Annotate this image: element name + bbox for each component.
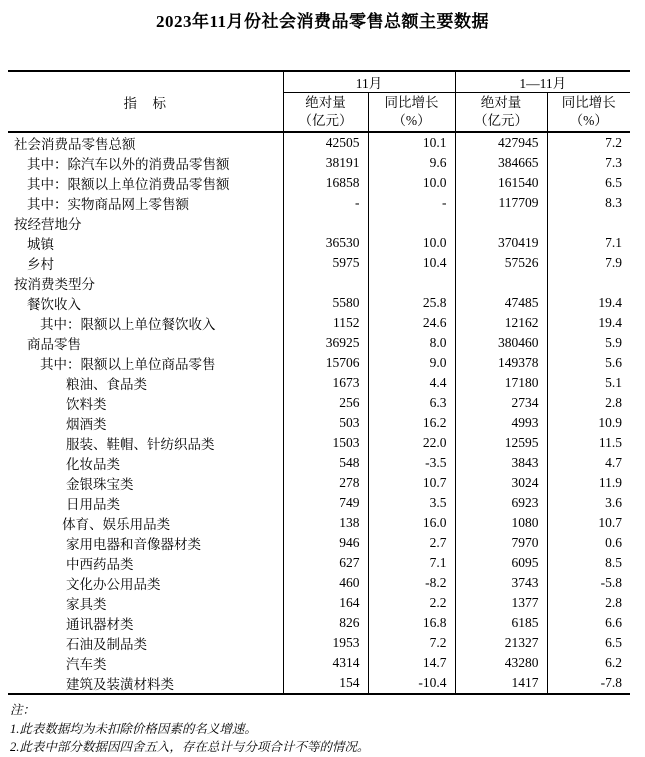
row-label: 餐饮收入 (27, 297, 81, 312)
row-label: 化妆品类 (66, 457, 120, 472)
column-header-unit: （%） (569, 113, 608, 128)
column-header-line: 绝对量 (305, 95, 346, 110)
value-cell: 25.8 (368, 293, 455, 313)
value-cell: 7.3 (547, 153, 630, 173)
page-title: 2023年11月份社会消费品零售总额主要数据 (155, 12, 490, 31)
table-row (8, 613, 630, 633)
table-row (8, 333, 630, 353)
table-row (8, 173, 630, 193)
value-cell: 57526 (455, 253, 547, 273)
value-cell: 2734 (455, 393, 547, 413)
value-cell: 7.1 (368, 553, 455, 573)
value-cell: 427945 (455, 132, 547, 153)
column-header-unit: （亿元） (474, 113, 528, 128)
value-cell: 16.0 (368, 513, 455, 533)
value-cell: 749 (283, 493, 368, 513)
value-cell: 8.3 (547, 193, 630, 213)
table-row (8, 553, 630, 573)
value-cell (455, 213, 547, 233)
value-cell: 10.1 (368, 132, 455, 153)
value-cell: 2.8 (547, 393, 630, 413)
value-cell: 38191 (283, 153, 368, 173)
header-group-row (8, 71, 630, 93)
value-cell: 6.3 (368, 393, 455, 413)
value-cell: 2.8 (547, 593, 630, 613)
value-cell: 826 (283, 613, 368, 633)
value-cell: 1503 (283, 433, 368, 453)
value-cell: 47485 (455, 293, 547, 313)
value-cell: 1673 (283, 373, 368, 393)
value-cell: 370419 (455, 233, 547, 253)
value-cell: 9.6 (368, 153, 455, 173)
value-cell: 22.0 (368, 433, 455, 453)
table-row (8, 593, 630, 613)
value-cell: 117709 (455, 193, 547, 213)
value-cell: 36925 (283, 333, 368, 353)
column-group-jan-to-nov: 1—11月 (455, 71, 630, 93)
row-label: 家具类 (66, 597, 107, 612)
table-row (8, 373, 630, 393)
table-row (8, 533, 630, 553)
value-cell: 4.7 (547, 453, 630, 473)
row-label: 文化办公用品类 (66, 577, 161, 592)
value-cell: 7.1 (547, 233, 630, 253)
value-cell: 1152 (283, 313, 368, 333)
value-cell: 548 (283, 453, 368, 473)
table-row (8, 193, 630, 213)
value-cell: 6.5 (547, 633, 630, 653)
value-cell: 5580 (283, 293, 368, 313)
value-cell: 12162 (455, 313, 547, 333)
column-header-growth-nov (368, 93, 455, 133)
row-label: 家用电器和音像器材类 (66, 537, 201, 552)
column-header-growth-jan-nov (547, 93, 630, 133)
column-header-unit: （%） (392, 113, 431, 128)
value-cell: 4314 (283, 653, 368, 673)
value-cell: 6095 (455, 553, 547, 573)
data-table (8, 70, 630, 695)
table-row (8, 253, 630, 273)
value-cell: 15706 (283, 353, 368, 373)
value-cell: 10.0 (368, 233, 455, 253)
value-cell: 4.4 (368, 373, 455, 393)
value-cell: 42505 (283, 132, 368, 153)
value-cell: 256 (283, 393, 368, 413)
value-cell: 164 (283, 593, 368, 613)
value-cell (455, 273, 547, 293)
value-cell: - (368, 193, 455, 213)
row-label: 烟酒类 (66, 417, 107, 432)
value-cell: 3743 (455, 573, 547, 593)
value-cell: 1377 (455, 593, 547, 613)
value-cell: 154 (283, 673, 368, 694)
table-row (8, 213, 630, 233)
column-group-november: 11月 (283, 71, 455, 93)
value-cell: 149378 (455, 353, 547, 373)
value-cell: 3.6 (547, 493, 630, 513)
row-label: 其中：限额以上单位消费品零售额 (27, 177, 230, 192)
row-label: 其中：限额以上单位餐饮收入 (40, 317, 216, 332)
value-cell (283, 273, 368, 293)
value-cell: 6923 (455, 493, 547, 513)
row-label: 汽车类 (66, 657, 107, 672)
row-label: 日用品类 (66, 497, 120, 512)
table-row (8, 132, 630, 153)
value-cell: 7970 (455, 533, 547, 553)
row-label: 商品零售 (27, 337, 81, 352)
table-row (8, 633, 630, 653)
note-line-1: 1.此表数据均为未扣除价格因素的名义增速。 (10, 721, 257, 736)
value-cell: 8.5 (547, 553, 630, 573)
value-cell: 10.0 (368, 173, 455, 193)
value-cell: 14.7 (368, 653, 455, 673)
value-cell: 946 (283, 533, 368, 553)
value-cell: 6185 (455, 613, 547, 633)
value-cell: 384665 (455, 153, 547, 173)
value-cell: 11.9 (547, 473, 630, 493)
value-cell: 6.2 (547, 653, 630, 673)
table-row (8, 273, 630, 293)
value-cell: -10.4 (368, 673, 455, 694)
row-label: 粮油、食品类 (66, 377, 147, 392)
value-cell (283, 213, 368, 233)
value-cell: 12595 (455, 433, 547, 453)
value-cell: -7.8 (547, 673, 630, 694)
value-cell: 16858 (283, 173, 368, 193)
value-cell: 9.0 (368, 353, 455, 373)
row-label: 饮料类 (66, 397, 107, 412)
value-cell: 36530 (283, 233, 368, 253)
row-label: 按消费类型分 (14, 277, 95, 292)
table-row (8, 433, 630, 453)
column-header-absolute-nov (283, 93, 368, 133)
row-label: 建筑及装潢材料类 (66, 677, 174, 692)
column-header-unit: （亿元） (298, 113, 353, 128)
value-cell (368, 213, 455, 233)
value-cell: 19.4 (547, 313, 630, 333)
value-cell (547, 213, 630, 233)
row-label: 通讯器材类 (66, 617, 134, 632)
value-cell: 2.7 (368, 533, 455, 553)
table-row (8, 393, 630, 413)
table-row (8, 653, 630, 673)
value-cell: - (283, 193, 368, 213)
value-cell: 24.6 (368, 313, 455, 333)
value-cell: 6.6 (547, 613, 630, 633)
value-cell: -8.2 (368, 573, 455, 593)
value-cell: 5.1 (547, 373, 630, 393)
row-label: 中西药品类 (66, 557, 134, 572)
table-row (8, 493, 630, 513)
value-cell: 10.7 (547, 513, 630, 533)
column-header-absolute-jan-nov (455, 93, 547, 133)
table-row (8, 513, 630, 533)
table-row (8, 573, 630, 593)
value-cell: 627 (283, 553, 368, 573)
value-cell: 7.9 (547, 253, 630, 273)
value-cell: 5.6 (547, 353, 630, 373)
value-cell: 5975 (283, 253, 368, 273)
value-cell: 10.4 (368, 253, 455, 273)
column-header-line: 绝对量 (480, 95, 522, 110)
row-label: 体育、娱乐用品类 (62, 517, 171, 532)
row-label: 金银珠宝类 (66, 477, 134, 492)
notes-heading: 注： (10, 703, 36, 717)
value-cell: 11.5 (547, 433, 630, 453)
row-label: 服装、鞋帽、针纺织品类 (66, 437, 215, 452)
corner-header-indicator: 指 标 (8, 71, 283, 132)
value-cell: 17180 (455, 373, 547, 393)
value-cell: 278 (283, 473, 368, 493)
value-cell: 2.2 (368, 593, 455, 613)
row-label: 其中：除汽车以外的消费品零售额 (27, 157, 230, 172)
value-cell: 1417 (455, 673, 547, 694)
value-cell: 19.4 (547, 293, 630, 313)
table-header (8, 71, 630, 132)
value-cell: 3.5 (368, 493, 455, 513)
table-row (8, 413, 630, 433)
row-label: 社会消费品零售总额 (14, 137, 136, 152)
value-cell (368, 273, 455, 293)
table-row (8, 353, 630, 373)
table-row (8, 673, 630, 694)
row-label: 其中：实物商品网上零售额 (27, 197, 189, 212)
column-header-line: 同比增长 (561, 95, 616, 110)
table-body (8, 132, 630, 694)
value-cell: 0.6 (547, 533, 630, 553)
value-cell: 6.5 (547, 173, 630, 193)
table-row (8, 153, 630, 173)
value-cell: 5.9 (547, 333, 630, 353)
value-cell: 16.2 (368, 413, 455, 433)
value-cell: -3.5 (368, 453, 455, 473)
value-cell: 3843 (455, 453, 547, 473)
value-cell: 10.9 (547, 413, 630, 433)
row-label: 石油及制品类 (66, 637, 147, 652)
value-cell: 138 (283, 513, 368, 533)
table-row (8, 473, 630, 493)
column-header-line: 同比增长 (384, 95, 439, 110)
value-cell: 1953 (283, 633, 368, 653)
value-cell: 16.8 (368, 613, 455, 633)
value-cell: 4993 (455, 413, 547, 433)
row-label: 按经营地分 (14, 217, 82, 232)
value-cell: 1080 (455, 513, 547, 533)
value-cell (547, 273, 630, 293)
table-row (8, 453, 630, 473)
note-line-2: 2.此表中部分数据因四舍五入，存在总计与分项合计不等的情况。 (10, 740, 370, 754)
table-row (8, 313, 630, 333)
value-cell: 460 (283, 573, 368, 593)
table-row (8, 293, 630, 313)
row-label: 城镇 (27, 237, 54, 252)
table-row (8, 233, 630, 253)
value-cell: 161540 (455, 173, 547, 193)
value-cell: 380460 (455, 333, 547, 353)
notes-section (10, 701, 645, 757)
value-cell: 10.7 (368, 473, 455, 493)
row-label: 其中：限额以上单位商品零售 (40, 357, 216, 372)
value-cell: 503 (283, 413, 368, 433)
value-cell: 3024 (455, 473, 547, 493)
value-cell: 7.2 (368, 633, 455, 653)
value-cell: 21327 (455, 633, 547, 653)
value-cell: -5.8 (547, 573, 630, 593)
value-cell: 8.0 (368, 333, 455, 353)
value-cell: 7.2 (547, 132, 630, 153)
row-label: 乡村 (27, 257, 54, 272)
value-cell: 43280 (455, 653, 547, 673)
